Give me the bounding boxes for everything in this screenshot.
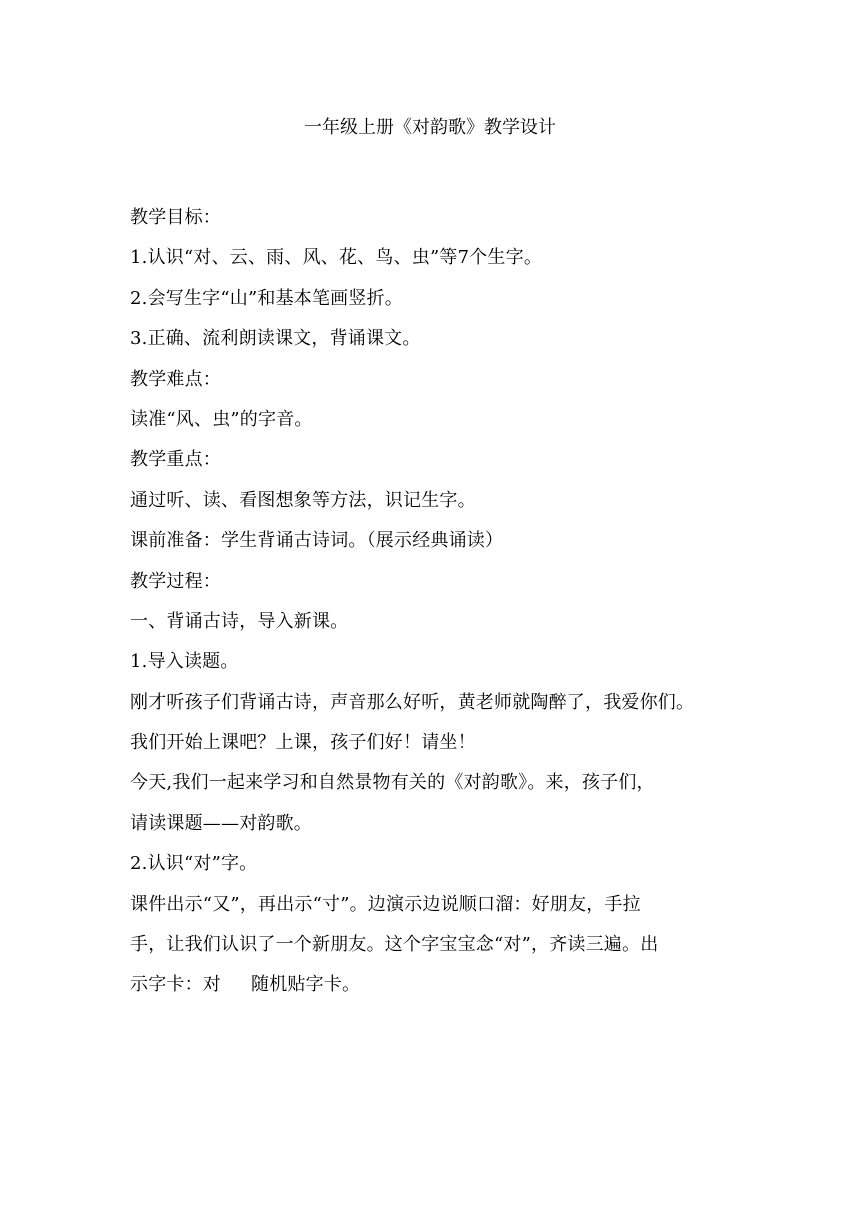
difficulty-text: 读准“风、虫”的字音。: [130, 408, 313, 430]
paragraph-line: 今天,我们一起来学习和自然景物有关的《对韵歌》。来，孩子们，: [130, 772, 655, 794]
preparation-text: 课前准备：学生背诵古诗词。（展示经典诵读）: [130, 530, 504, 552]
paragraph-line-last: [130, 965, 740, 1005]
objective-item-3: 3.正确、流利朗读课文，背诵课文。: [130, 328, 421, 350]
section-heading-key-points: 教学重点：: [130, 449, 221, 471]
key-point-text: 通过听、读、看图想象等方法，识记生字。: [130, 489, 476, 511]
paragraph-line: 刚才听孩子们背诵古诗，声音那么好听，黄老师就陶醉了，我爱你们。: [130, 691, 695, 713]
paragraph-line: 课件出示“又”，再出示“寸”。边演示边说顺口溜：好朋友，手拉: [130, 893, 641, 915]
section-heading-objectives: 教学目标：: [130, 207, 221, 228]
word-card-note: 随机贴字卡。: [251, 974, 361, 996]
paragraph-line: 我们开始上课吧？上课，孩子们好！请坐！: [130, 732, 476, 754]
process-step-1-heading: 一、背诵古诗，导入新课。: [130, 610, 349, 632]
section-heading-difficulties: 教学难点：: [130, 368, 221, 390]
word-card-text: 示字卡：对: [130, 974, 221, 996]
paragraph-line: 请读课题——对韵歌。: [130, 812, 312, 834]
process-substep-2: 2.认识“对”字。: [130, 853, 258, 875]
process-substep-1: 1.导入读题。: [130, 651, 239, 673]
document-body: [130, 198, 740, 1006]
objective-item-1: 1.认识“对、云、雨、风、花、鸟、虫”等7个生字。: [130, 247, 543, 269]
paragraph-line: 手，让我们认识了一个新朋友。这个字宝宝念“对”，齐读三遍。出: [130, 934, 659, 956]
section-heading-process: 教学过程：: [130, 570, 221, 592]
document-title: 一年级上册《对韵歌》教学设计: [304, 117, 556, 138]
objective-item-2: 2.会写生字“山”和基本笔画竖折。: [130, 287, 403, 309]
